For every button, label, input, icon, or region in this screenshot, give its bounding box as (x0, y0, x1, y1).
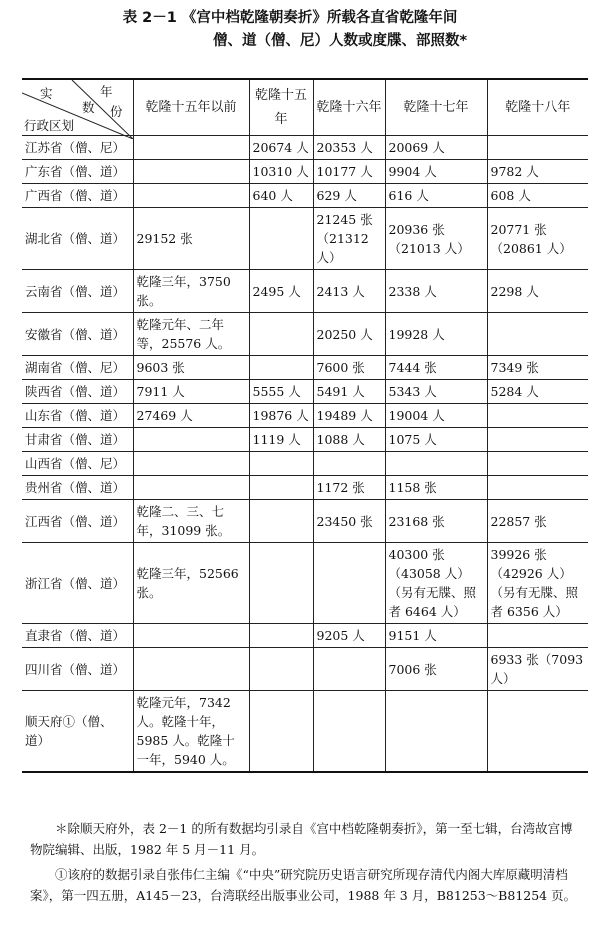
value-cell: 9205 人 (313, 624, 385, 648)
value-cell: 7349 张 (487, 356, 588, 380)
corner-label-shu: 数 (82, 100, 95, 115)
region-cell: 贵州省（僧、道） (22, 476, 133, 500)
value-cell: 22857 张 (487, 500, 588, 543)
value-cell: 2338 人 (385, 270, 487, 313)
value-cell: 1172 张 (313, 476, 385, 500)
value-cell: 乾隆三年，52566 张。 (133, 543, 249, 624)
region-cell: 安徽省（僧、道） (22, 313, 133, 356)
corner-label-shi: 实 (40, 86, 53, 101)
region-cell: 湖南省（僧、尼） (22, 356, 133, 380)
region-cell: 四川省（僧、道） (22, 648, 133, 691)
table-row (22, 648, 588, 691)
region-cell: 直隶省（僧、道） (22, 624, 133, 648)
value-cell (249, 208, 313, 270)
value-cell: 5284 人 (487, 380, 588, 404)
value-cell: 9782 人 (487, 160, 588, 184)
value-cell (133, 648, 249, 691)
region-cell: 山西省（僧、尼） (22, 452, 133, 476)
value-cell (249, 624, 313, 648)
value-cell (487, 428, 588, 452)
col-header-pre15: 乾隆十五年以前 (133, 79, 249, 136)
value-cell (487, 136, 588, 160)
region-cell: 浙江省（僧、道） (22, 543, 133, 624)
value-cell (249, 476, 313, 500)
col-header-15: 乾隆十五年 (249, 79, 313, 136)
value-cell: 1088 人 (313, 428, 385, 452)
value-cell (133, 184, 249, 208)
footnote-star: ＊除顺天府外，表 2－1 的所有数据均引录自《宫中档乾隆朝奏折》，第一至七辑，台湾故宫博物院编辑、出版，1982 年 5 月－11 月。 (30, 821, 573, 857)
value-cell (133, 160, 249, 184)
value-cell: 5555 人 (249, 380, 313, 404)
value-cell: 2413 人 (313, 270, 385, 313)
value-cell (133, 476, 249, 500)
value-cell: 7006 张 (385, 648, 487, 691)
value-cell: 20936 张（21013 人） (385, 208, 487, 270)
value-cell: 19489 人 (313, 404, 385, 428)
value-cell: 6933 张（7093 人） (487, 648, 588, 691)
value-cell: 1119 人 (249, 428, 313, 452)
value-cell: 9603 张 (133, 356, 249, 380)
value-cell: 7600 张 (313, 356, 385, 380)
value-cell (487, 313, 588, 356)
value-cell (133, 452, 249, 476)
table-row (22, 543, 588, 624)
corner-header (22, 79, 133, 136)
footnotes (30, 818, 585, 910)
value-cell (313, 543, 385, 624)
value-cell (249, 543, 313, 624)
table-row (22, 208, 588, 270)
col-header-17: 乾隆十七年 (385, 79, 487, 136)
value-cell: 616 人 (385, 184, 487, 208)
value-cell (249, 313, 313, 356)
table-row (22, 691, 588, 773)
value-cell: 9151 人 (385, 624, 487, 648)
table-row (22, 428, 588, 452)
value-cell (133, 624, 249, 648)
value-cell (249, 648, 313, 691)
corner-label-region: 行政区划 (24, 118, 75, 133)
table-row (22, 380, 588, 404)
table-row (22, 313, 588, 356)
value-cell: 39926 张（42926 人）（另有无牒、照者 6356 人） (487, 543, 588, 624)
value-cell: 7444 张 (385, 356, 487, 380)
col-header-16: 乾隆十六年 (313, 79, 385, 136)
header-row (22, 79, 588, 136)
value-cell: 10310 人 (249, 160, 313, 184)
value-cell (487, 476, 588, 500)
region-cell: 山东省（僧、道） (22, 404, 133, 428)
value-cell: 乾隆二、三、七年，31099 张。 (133, 500, 249, 543)
table-row (22, 270, 588, 313)
col-header-18: 乾隆十八年 (487, 79, 588, 136)
table-row (22, 500, 588, 543)
value-cell (487, 452, 588, 476)
value-cell: 2495 人 (249, 270, 313, 313)
value-cell: 19004 人 (385, 404, 487, 428)
value-cell (249, 356, 313, 380)
value-cell: 1075 人 (385, 428, 487, 452)
region-cell: 江苏省（僧、尼） (22, 136, 133, 160)
value-cell: 20353 人 (313, 136, 385, 160)
table-row (22, 624, 588, 648)
value-cell (249, 500, 313, 543)
value-cell (133, 136, 249, 160)
value-cell: 5343 人 (385, 380, 487, 404)
value-cell: 20674 人 (249, 136, 313, 160)
value-cell: 9904 人 (385, 160, 487, 184)
value-cell (487, 404, 588, 428)
value-cell: 5491 人 (313, 380, 385, 404)
value-cell: 乾隆三年，3750 张。 (133, 270, 249, 313)
value-cell: 27469 人 (133, 404, 249, 428)
corner-label-fen: 份 (110, 104, 123, 119)
value-cell: 20250 人 (313, 313, 385, 356)
value-cell (249, 691, 313, 773)
value-cell (133, 428, 249, 452)
region-cell: 顺天府①（僧、道） (22, 691, 133, 773)
table-row (22, 476, 588, 500)
value-cell (487, 624, 588, 648)
table-title-line2: 僧、道（僧、尼）人数或度牒、部照数* (212, 33, 468, 49)
footnote-1: ①该府的数据引录自张伟仁主编《“中央”研究院历史语言研究所现存清代内阁大库原藏明清档案》，第一四五册，A145－23，台湾联经出版事业公司，1988 年 3 月，B81253～B81254 页。 (30, 867, 577, 903)
value-cell: 1158 张 (385, 476, 487, 500)
value-cell: 21245 张（21312 人） (313, 208, 385, 270)
table-row (22, 160, 588, 184)
value-cell: 乾隆元年、二年等，25576 人。 (133, 313, 249, 356)
value-cell: 23168 张 (385, 500, 487, 543)
region-cell: 陕西省（僧、道） (22, 380, 133, 404)
value-cell: 19928 人 (385, 313, 487, 356)
value-cell: 2298 人 (487, 270, 588, 313)
value-cell: 29152 张 (133, 208, 249, 270)
value-cell: 20069 人 (385, 136, 487, 160)
value-cell: 10177 人 (313, 160, 385, 184)
region-cell: 广西省（僧、道） (22, 184, 133, 208)
table-row (22, 184, 588, 208)
value-cell: 629 人 (313, 184, 385, 208)
value-cell: 23450 张 (313, 500, 385, 543)
value-cell (385, 691, 487, 773)
value-cell: 乾隆元年，7342 人。乾隆十年，5985 人。乾隆十一年，5940 人。 (133, 691, 249, 773)
value-cell: 20771 张（20861 人） (487, 208, 588, 270)
value-cell (313, 452, 385, 476)
region-cell: 甘肃省（僧、道） (22, 428, 133, 452)
value-cell: 640 人 (249, 184, 313, 208)
value-cell: 7911 人 (133, 380, 249, 404)
region-cell: 云南省（僧、道） (22, 270, 133, 313)
region-cell: 广东省（僧、道） (22, 160, 133, 184)
table-row (22, 404, 588, 428)
value-cell: 40300 张（43058 人）（另有无牒、照者 6464 人） (385, 543, 487, 624)
region-cell: 江西省（僧、道） (22, 500, 133, 543)
value-cell: 608 人 (487, 184, 588, 208)
value-cell (249, 452, 313, 476)
data-table (22, 78, 588, 773)
table-row (22, 136, 588, 160)
value-cell (385, 452, 487, 476)
table-row (22, 452, 588, 476)
value-cell (313, 691, 385, 773)
table-title-line1: 表 2－1 《宫中档乾隆朝奏折》所载各直省乾隆年间 (122, 10, 458, 26)
table-row (22, 356, 588, 380)
value-cell: 19876 人 (249, 404, 313, 428)
region-cell: 湖北省（僧、道） (22, 208, 133, 270)
corner-label-nian: 年 (100, 84, 113, 99)
value-cell (313, 648, 385, 691)
value-cell (487, 691, 588, 773)
